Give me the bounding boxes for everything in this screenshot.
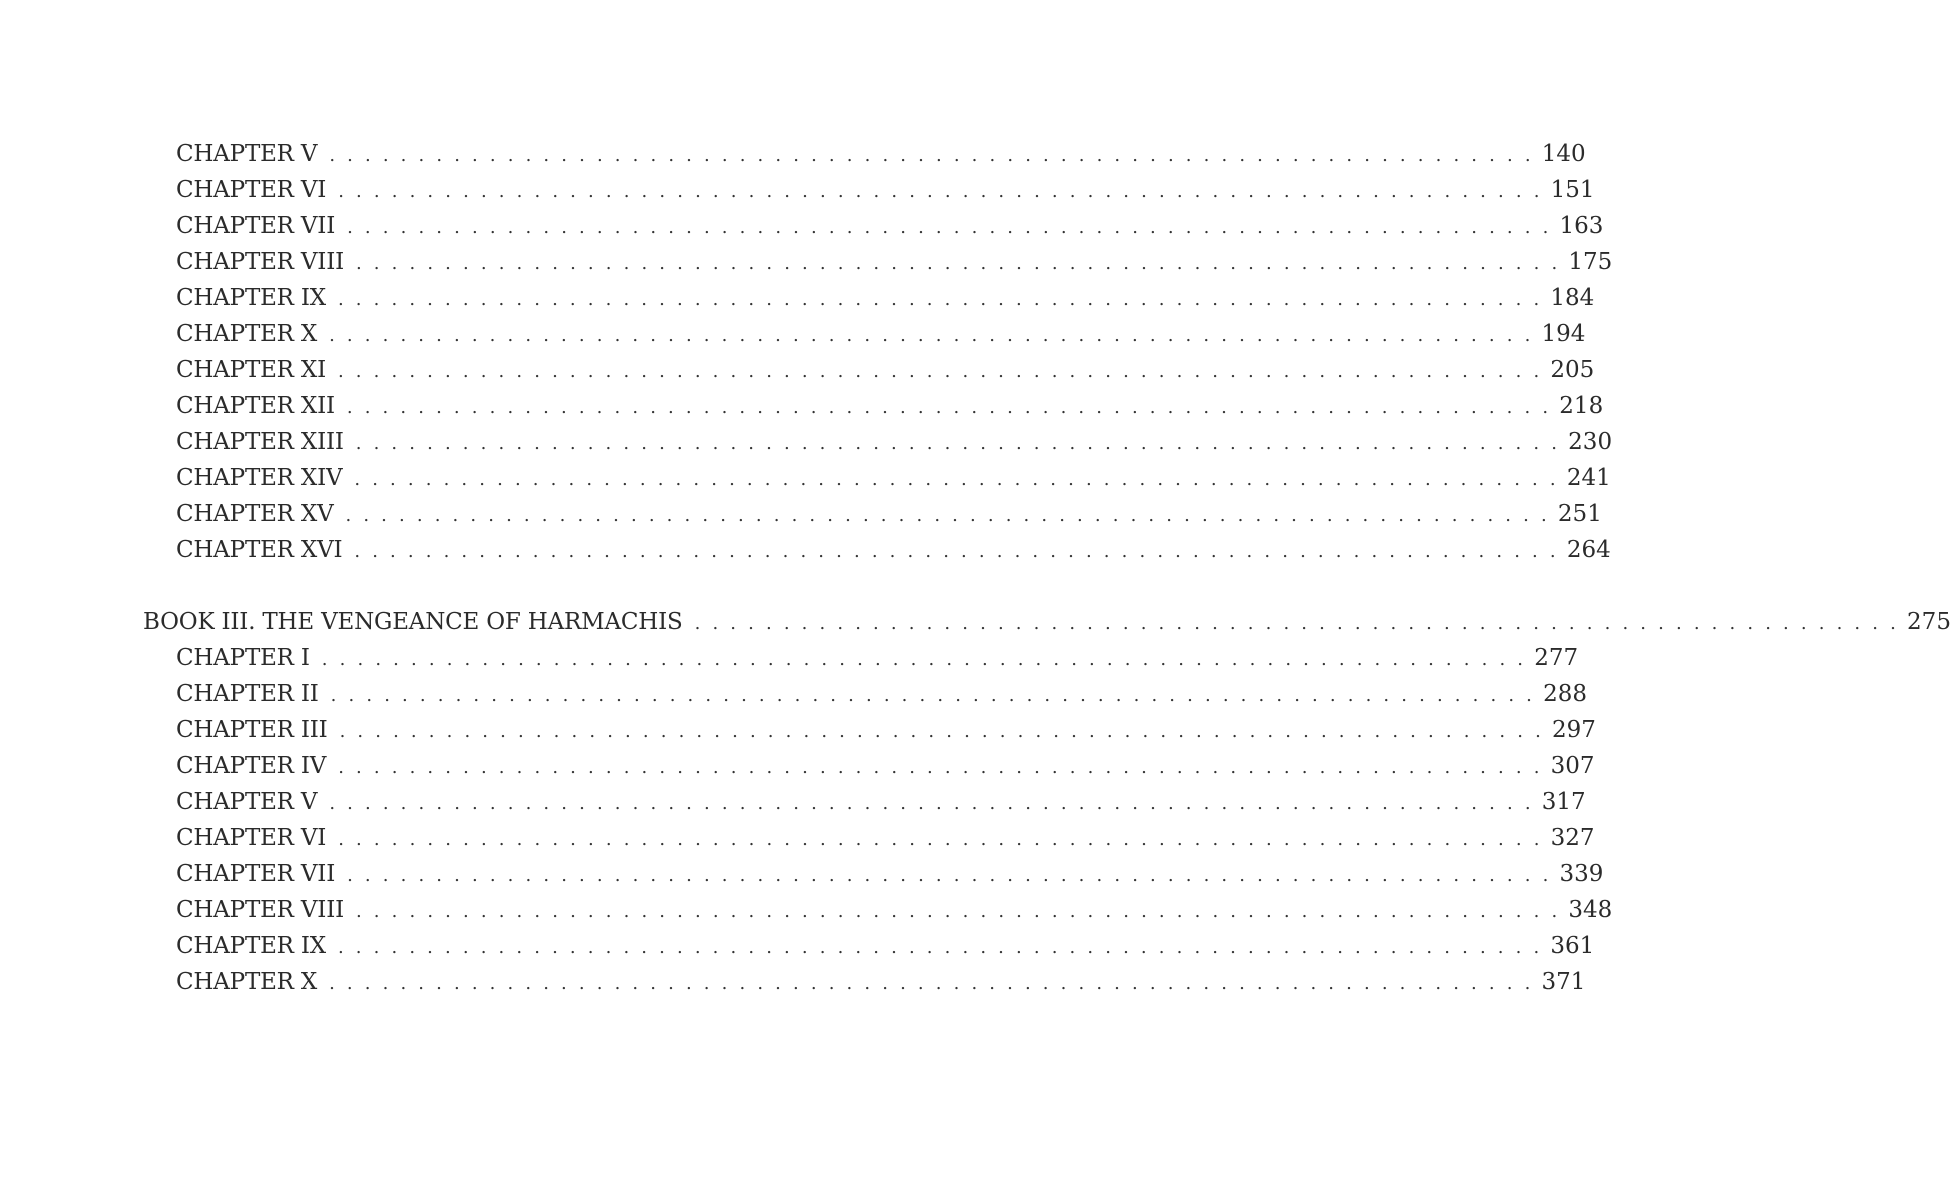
book-title: BOOK III. THE VENGEANCE OF HARMACHIS xyxy=(143,609,683,635)
page-number: 275 xyxy=(1907,609,1951,635)
dot-leader: . . . . . . . . . . . . . . . . . . . . . . . . . . . . . . . . . . . . . . . . . . . . . . . . . . . . . . . . . . . . . . . . . . . . xyxy=(338,181,1543,202)
toc-chapter-entry xyxy=(176,136,1586,172)
page-number: 288 xyxy=(1543,681,1588,707)
dot-leader: . . . . . . . . . . . . . . . . . . . . . . . . . . . . . . . . . . . . . . . . . . . . . . . . . . . . . . . . . . . . . . . . . . . . xyxy=(337,361,1543,382)
dot-leader: . . . . . . . . . . . . . . . . . . . . . . . . . . . . . . . . . . . . . . . . . . . . . . . . . . . . . . . . . . . . . . . . . . . . xyxy=(339,721,1544,742)
page-number: 163 xyxy=(1559,213,1604,239)
page-number: 264 xyxy=(1566,537,1611,563)
page-number: 327 xyxy=(1550,825,1595,851)
dot-leader: . . . . . . . . . . . . . . . . . . . . . . . . . . . . . . . . . . . . . . . . . . . . . . . . . . . . . . . . . . . . . . . . . . . . xyxy=(330,685,1536,706)
page-number: 307 xyxy=(1550,753,1595,779)
toc-chapter-entry xyxy=(176,892,1613,928)
dot-leader: . . . . . . . . . . . . . . . . . . . . . . . . . . . . . . . . . . . . . . . . . . . . . . . . . . . . . . . . . . . . . . . . . . . . xyxy=(337,289,1543,310)
chapter-title: CHAPTER XIV xyxy=(176,465,343,491)
page-number: 140 xyxy=(1541,141,1586,167)
page-number: 205 xyxy=(1550,357,1595,383)
page-number: 151 xyxy=(1550,177,1595,203)
toc-chapter-entry xyxy=(176,316,1586,352)
toc-chapter-entry xyxy=(176,712,1596,748)
toc-chapter-entry xyxy=(176,784,1586,820)
dot-leader: . . . . . . . . . . . . . . . . . . . . . . . . . . . . . . . . . . . . . . . . . . . . . . . . . . . . . . . . . . . . . . . . . . . . xyxy=(345,505,1550,526)
dot-leader: . . . . . . . . . . . . . . . . . . . . . . . . . . . . . . . . . . . . . . . . . . . . . . . . . . . . . . . . . . . . . . . . . . . . xyxy=(347,865,1552,886)
toc-chapter-entry xyxy=(176,388,1604,424)
page-number: 241 xyxy=(1566,465,1611,491)
toc-chapter-entry xyxy=(176,424,1613,460)
chapter-title: CHAPTER IV xyxy=(176,753,327,779)
toc-chapter-entry xyxy=(176,748,1595,784)
toc-chapter-entry xyxy=(176,352,1595,388)
dot-leader: . . . . . . . . . . . . . . . . . . . . . . . . . . . . . . . . . . . . . . . . . . . . . . . . . . . . . . . . . . . . . . . . . . . . xyxy=(329,793,1534,814)
page-number: 297 xyxy=(1552,717,1596,743)
page-number: 218 xyxy=(1559,393,1604,419)
dot-leader: . . . . . . . . . . . . . . . . . . . . . . . . . . . . . . . . . . . . . . . . . . . . . . . . . . . . . . . . . . . . . . . . . . . . xyxy=(321,649,1527,670)
page-number: 251 xyxy=(1557,501,1602,527)
chapter-title: CHAPTER XIII xyxy=(176,429,344,455)
chapter-title: CHAPTER II xyxy=(176,681,319,707)
chapter-title: CHAPTER I xyxy=(176,645,310,671)
page-number: 194 xyxy=(1541,321,1586,347)
chapter-title: CHAPTER VII xyxy=(176,861,336,887)
chapter-title: CHAPTER III xyxy=(176,717,328,743)
page-number: 277 xyxy=(1534,645,1579,671)
dot-leader: . . . . . . . . . . . . . . . . . . . . . . . . . . . . . . . . . . . . . . . . . . . . . . . . . . . . . . . . . . . . . . . . . . . . xyxy=(347,217,1552,238)
chapter-title: CHAPTER XII xyxy=(176,393,335,419)
page-number: 317 xyxy=(1541,789,1586,815)
chapter-title: CHAPTER VI xyxy=(176,825,327,851)
toc-chapter-entry xyxy=(176,676,1588,712)
chapter-title: CHAPTER X xyxy=(176,969,318,995)
dot-leader: . . . . . . . . . . . . . . . . . . . . . . . . . . . . . . . . . . . . . . . . . . . . . . . . . . . . . . . . . . . . . . . . . . . . xyxy=(329,145,1534,166)
toc-chapter-entry xyxy=(176,460,1611,496)
page-number: 348 xyxy=(1568,897,1613,923)
dot-leader: . . . . . . . . . . . . . . . . . . . . . . . . . . . . . . . . . . . . . . . . . . . . . . . . . . . . . . . . . . . . . . . . . . . . xyxy=(329,973,1534,994)
dot-leader: . . . . . . . . . . . . . . . . . . . . . . . . . . . . . . . . . . . . . . . . . . . . . . . . . . . . . . . . . . . . . . . . . . . . xyxy=(338,757,1543,778)
page-number: 361 xyxy=(1550,933,1595,959)
chapter-title: CHAPTER XVI xyxy=(176,537,343,563)
dot-leader: . . . . . . . . . . . . . . . . . . . . . . . . . . . . . . . . . . . . . . . . . . . . . . . . . . . . . . . . . . . . . . . . . . . . xyxy=(694,613,1900,634)
chapter-title: CHAPTER VIII xyxy=(176,897,344,923)
page-number: 339 xyxy=(1559,861,1604,887)
dot-leader: . . . . . . . . . . . . . . . . . . . . . . . . . . . . . . . . . . . . . . . . . . . . . . . . . . . . . . . . . . . . . . . . . . . . xyxy=(337,937,1543,958)
toc-book-entry xyxy=(143,604,1951,640)
dot-leader: . . . . . . . . . . . . . . . . . . . . . . . . . . . . . . . . . . . . . . . . . . . . . . . . . . . . . . . . . . . . . . . . . . . . xyxy=(354,541,1559,562)
page-number: 371 xyxy=(1541,969,1586,995)
toc-chapter-entry xyxy=(176,820,1595,856)
dot-leader: . . . . . . . . . . . . . . . . . . . . . . . . . . . . . . . . . . . . . . . . . . . . . . . . . . . . . . . . . . . . . . . . . . . . xyxy=(355,433,1561,454)
page-number: 230 xyxy=(1568,429,1613,455)
toc-chapter-entry xyxy=(176,640,1579,676)
toc-chapter-entry xyxy=(176,496,1602,532)
page-number: 175 xyxy=(1568,249,1613,275)
chapter-title: CHAPTER VI xyxy=(176,177,327,203)
toc-chapter-entry xyxy=(176,208,1604,244)
toc-chapter-entry xyxy=(176,172,1595,208)
dot-leader: . . . . . . . . . . . . . . . . . . . . . . . . . . . . . . . . . . . . . . . . . . . . . . . . . . . . . . . . . . . . . . . . . . . . xyxy=(354,469,1559,490)
toc-chapter-entry xyxy=(176,280,1595,316)
page-number: 184 xyxy=(1550,285,1595,311)
chapter-title: CHAPTER VIII xyxy=(176,249,344,275)
chapter-title: CHAPTER V xyxy=(176,141,318,167)
chapter-title: CHAPTER XV xyxy=(176,501,334,527)
toc-chapter-entry xyxy=(176,964,1586,1000)
toc-chapter-entry xyxy=(176,928,1595,964)
toc-chapter-entry xyxy=(176,856,1604,892)
dot-leader: . . . . . . . . . . . . . . . . . . . . . . . . . . . . . . . . . . . . . . . . . . . . . . . . . . . . . . . . . . . . . . . . . . . . xyxy=(346,397,1552,418)
chapter-title: CHAPTER IX xyxy=(176,933,326,959)
toc-chapter-entry xyxy=(176,244,1613,280)
dot-leader: . . . . . . . . . . . . . . . . . . . . . . . . . . . . . . . . . . . . . . . . . . . . . . . . . . . . . . . . . . . . . . . . . . . . xyxy=(329,325,1534,346)
chapter-title: CHAPTER XI xyxy=(176,357,326,383)
chapter-title: CHAPTER V xyxy=(176,789,318,815)
dot-leader: . . . . . . . . . . . . . . . . . . . . . . . . . . . . . . . . . . . . . . . . . . . . . . . . . . . . . . . . . . . . . . . . . . . . xyxy=(338,829,1543,850)
chapter-title: CHAPTER X xyxy=(176,321,318,347)
toc-chapter-entry xyxy=(176,532,1611,568)
dot-leader: . . . . . . . . . . . . . . . . . . . . . . . . . . . . . . . . . . . . . . . . . . . . . . . . . . . . . . . . . . . . . . . . . . . . xyxy=(355,901,1561,922)
chapter-title: CHAPTER IX xyxy=(176,285,326,311)
chapter-title: CHAPTER VII xyxy=(176,213,336,239)
dot-leader: . . . . . . . . . . . . . . . . . . . . . . . . . . . . . . . . . . . . . . . . . . . . . . . . . . . . . . . . . . . . . . . . . . . . xyxy=(355,253,1561,274)
